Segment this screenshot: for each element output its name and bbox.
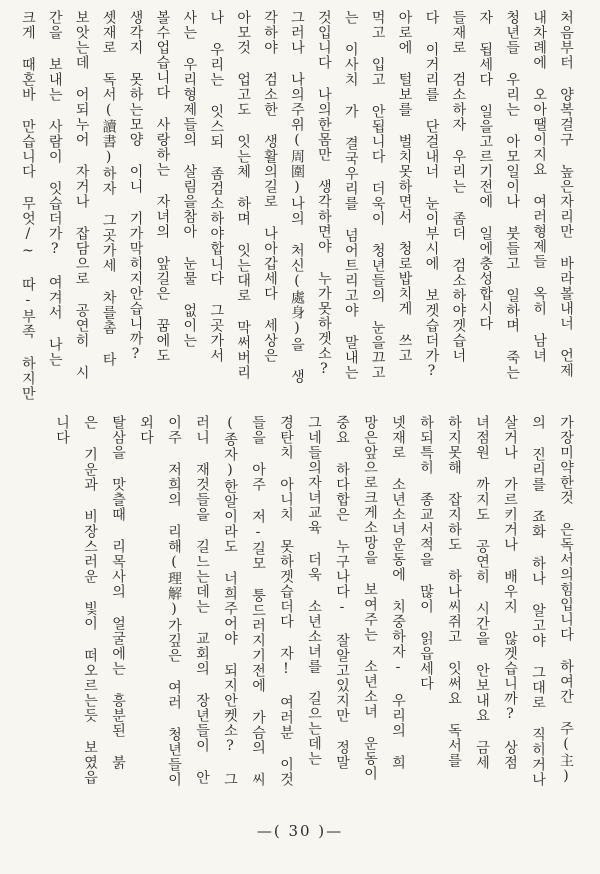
text-column: 가장미약한것 은독서의힘입니다 하여간 주(主) xyxy=(558,415,574,785)
text-column: 생각지 못하는모양 이니 기가막히지안습니까? xyxy=(127,10,144,363)
text-column: 하되특히 종교서적을 많이 읽읍세다 xyxy=(418,415,434,691)
text-column: 살거나 가르키거나 배우지 않겟습니까? 상점 xyxy=(502,415,518,770)
text-column: (종자)한알이라도 너희주어야 되지안켓소? 그 xyxy=(222,415,238,787)
text-column: 각하야 검소한 생활의길로 나아갑세다 세상은 xyxy=(262,10,279,363)
text-column: 의 진리를 죠화 하나 알고야 그대로 직히거나 xyxy=(530,415,546,787)
text-column: 탈삼을 맛츨때 리목사의 얼굴에는 흥분된 붉 xyxy=(110,415,126,770)
text-column: 그러나 나의주위(周圍)나의 처신(處身)을 생 xyxy=(288,10,305,384)
upper-text-block xyxy=(15,10,580,480)
text-column: 외다 xyxy=(138,415,154,445)
text-column: 러니 재것들을 길느는데는 교회의 장년들이 안 xyxy=(194,415,210,785)
page-number: —( 30 )— xyxy=(256,822,344,840)
text-column: 는 이사치 가 결국우리를 넘어트리고야 말내는 xyxy=(342,10,359,380)
text-column: 들재로 검소하자 우리는 좀더 검소하야겟습너 xyxy=(450,10,467,363)
text-column: 나 우리는 잇스되 좀검소하야합니다 그곳가서 xyxy=(208,10,225,363)
text-column: 사는 우리형제들의 살림을참아 눈물 없이는 xyxy=(181,10,198,348)
text-column: 간을 보내는 사람이 잇습더가? 여겨서 나는 xyxy=(46,10,63,367)
text-column: 아모것 업고도 잇는체 하며 잇는대로 막써버리 xyxy=(235,10,252,380)
text-column: 보앗는데 어되누어 자거나 잡담으로 공연히 시 xyxy=(73,10,90,380)
text-column: 셋재로 독서(讀書)하자 그곳가세 차를촘 타 xyxy=(100,10,117,367)
text-column: 아로에 털보를 벌치못하면서 청로밥치게 쓰고 xyxy=(396,10,413,363)
text-column: 크게 때혼바 만습니다 무엇/~ 따-부족 하지만 xyxy=(19,10,36,401)
text-column: 하지못해 잡지하도 하나씨쥐고 잇써요 독서를 xyxy=(446,415,462,768)
text-column: 은 기운과 비장스러운 빛이 떠오르는듯 보였읍 xyxy=(82,415,98,785)
text-column: 이주 저희의 리해(理解)가깊은 여러 청년들이 xyxy=(166,415,182,787)
text-column: 것입니다 나의한몸만 생각하면야 누가못하겟소? xyxy=(315,10,332,378)
text-column: 볼수업습니다 사랑하는 자녀의 앞길은 꿈에도 xyxy=(154,10,171,363)
text-column: 중요 하다합은 누구나다- 잘알고있지만 정말 xyxy=(334,415,350,770)
text-column: 니다 xyxy=(54,415,70,445)
text-column: 경탄치 아니치 못하겟습더다 자! 여러분 이것 xyxy=(278,415,294,787)
text-column: 다 이거리를 단걸내너 눈이부시에 보겟습더가? xyxy=(423,10,440,380)
text-column: 청년들 우리는 아모일이나 붓들고 일하며 죽는 xyxy=(504,10,521,380)
text-column: 넷재로 소년소녀운동에 치중하자- 우리의 희 xyxy=(390,415,406,770)
text-column: 그네들의자녀교육 더욱 소년소녀를 길으는데는 xyxy=(306,415,322,766)
text-column: 녀점원 까지도 공연히 시간을 안보내요 금세 xyxy=(474,415,490,770)
text-column: 들을 아주 저-길모 퉁드러지기전에 가슴의 씨 xyxy=(250,415,266,787)
lower-text-block xyxy=(15,415,580,800)
text-column: 자 됩세다 일을고르기전에 일에충성합시다 xyxy=(477,10,494,331)
text-column: 처음부터 양복걸구 높은자리만 바라볼내너 언제 xyxy=(558,10,574,378)
text-column: 먹고 입고 안됩니다 더욱이 청년들의 눈을끄고 xyxy=(369,10,386,380)
text-column: 내차례에 오아땔이지요 여러형제들 옥히 남녀 xyxy=(531,10,548,363)
text-column: 망은앞으로크게소망을 보여주는 소년소녀 운동이 xyxy=(362,415,378,781)
